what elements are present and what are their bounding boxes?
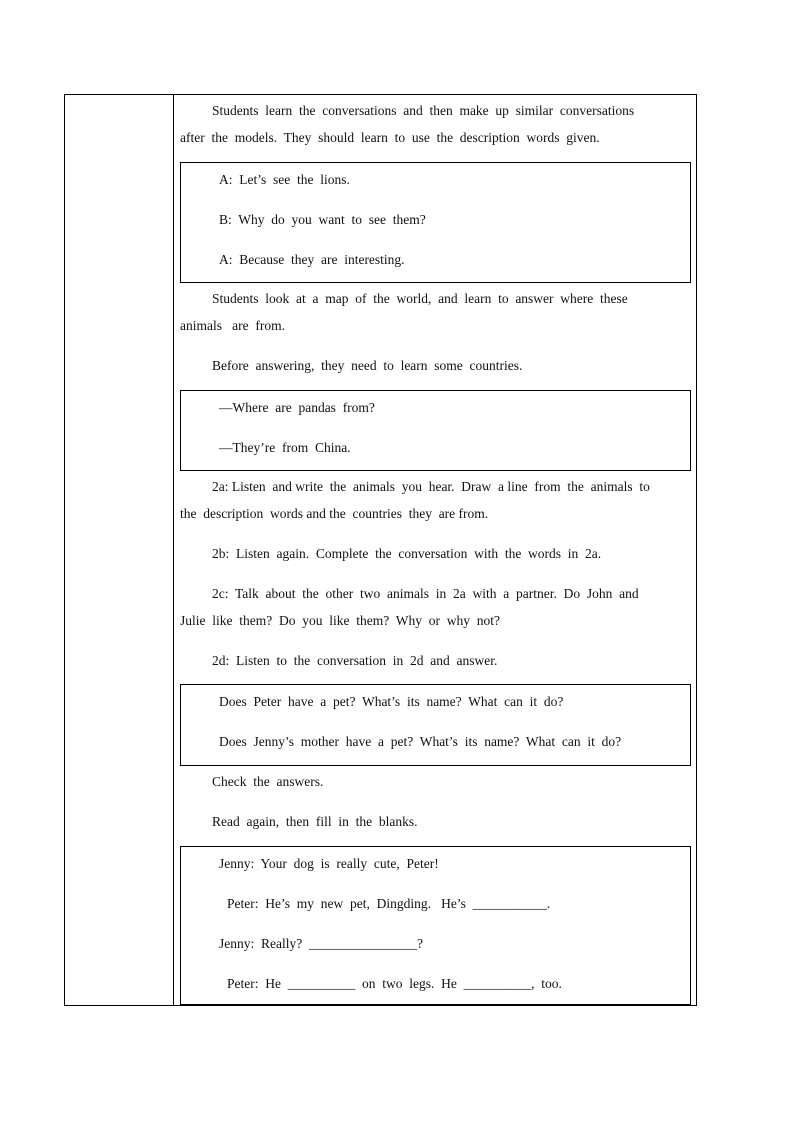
dialogue-line: B: Why do you want to see them? xyxy=(219,212,426,227)
dialogue-line: —Where are pandas from? xyxy=(219,400,375,415)
blank-dialogue-line: Jenny: Your dog is really cute, Peter! xyxy=(219,856,439,871)
dialogue-box-2 xyxy=(180,390,691,471)
left-column xyxy=(65,95,173,1005)
paragraph-6-line-1: 2c: Talk about the other two animals in 2a with a partner. Do John and xyxy=(212,586,639,601)
paragraph-4-line-1: 2a: Listen and write the animals you hear. Draw a line from the animals to xyxy=(212,479,650,494)
dialogue-line: A: Because they are interesting. xyxy=(219,252,405,267)
paragraph-4-line-2: the description words and the countries they are from. xyxy=(180,506,489,521)
blank-dialogue-line: Peter: He __________ on two legs. He __________, too. xyxy=(227,976,562,991)
paragraph-3: Before answering, they need to learn some countries. xyxy=(212,358,523,373)
paragraph-5: 2b: Listen again. Complete the conversation with the words in 2a. xyxy=(212,546,602,561)
column-divider xyxy=(173,95,174,1005)
blank-dialogue-line: Jenny: Really? ________________? xyxy=(219,936,423,951)
paragraph-2-line-1: Students look at a map of the world, and learn to answer where these xyxy=(212,291,628,306)
dialogue-line: A: Let’s see the lions. xyxy=(219,172,350,187)
paragraph-6-line-2: Julie like them? Do you like them? Why or why not? xyxy=(180,613,500,628)
blank-dialogue-line: Peter: He’s my new pet, Dingding. He’s ___________. xyxy=(227,896,551,911)
question-line: Does Peter have a pet? What’s its name? What can it do? xyxy=(219,694,564,709)
question-box xyxy=(180,684,691,766)
fill-in-blanks-box xyxy=(180,846,691,1006)
paragraph-1-line-2: after the models. They should learn to use the description words given. xyxy=(180,130,600,145)
paragraph-9: Read again, then fill in the blanks. xyxy=(212,814,418,829)
paragraph-7: 2d: Listen to the conversation in 2d and answer. xyxy=(212,653,498,668)
dialogue-line: —They’re from China. xyxy=(219,440,351,455)
question-line: Does Jenny’s mother have a pet? What’s its name? What can it do? xyxy=(219,734,622,749)
paragraph-8: Check the answers. xyxy=(212,774,324,789)
paragraph-2-line-2: animals are from. xyxy=(180,318,285,333)
paragraph-1-line-1: Students learn the conversations and then make up similar conversations xyxy=(212,103,635,118)
dialogue-box-1 xyxy=(180,162,691,283)
